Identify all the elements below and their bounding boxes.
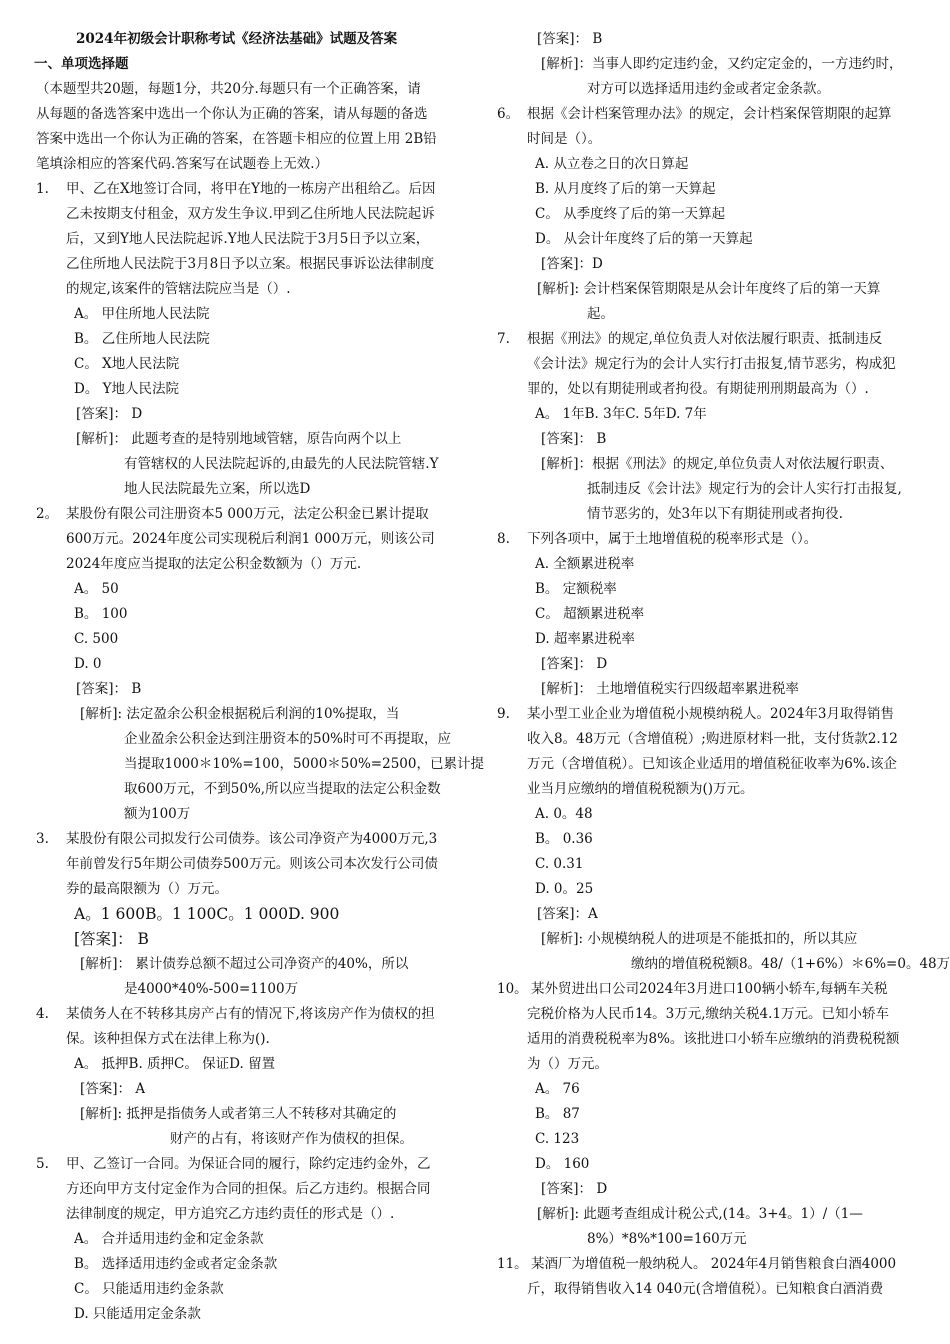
option: C。 从季度终了后的第一天算起 <box>535 206 726 222</box>
analysis-line: [解析]: 抵押是指债务人或者第三人不转移对其确定的 <box>80 1106 397 1122</box>
option: B。 乙住所地人民法院 <box>74 331 210 347</box>
answer-line: [答案]： B <box>537 31 603 47</box>
option: C。 X地人民法院 <box>74 356 180 372</box>
option: C. 123 <box>535 1131 580 1147</box>
analysis-line: [解析]：当事人即约定违约金，又约定定金的，一方违约时， <box>541 56 903 72</box>
analysis-line: 是4000*40%-500=1100万 <box>124 981 299 997</box>
answer-line: [答案]：D <box>541 256 603 272</box>
analysis-line: 取600万元，不到50%,所以应当提取的法定公积金数 <box>124 781 441 797</box>
answer-line: [答案]： D <box>541 656 608 672</box>
question-stem-line: 乙住所地人民法院于3月8日予以立案。根据民事诉讼法律制度 <box>66 256 435 272</box>
question-stem-line: 后，又到Y地人民法院起诉.Y地人民法院于3月5日予以立案， <box>66 231 430 247</box>
answer-line: [答案]： B <box>76 681 142 697</box>
analysis-line: [解析]: 会计档案保管期限是从会计年度终了后的第一天算 <box>537 281 881 297</box>
intro-line: （本题型共20题，每题1分，共20分.每题只有一个正确答案，请 <box>36 81 421 97</box>
option: C。 只能适用违约金条款 <box>74 1281 224 1297</box>
option: A。 50 <box>74 581 119 597</box>
question-stem-line: 斤，取得销售收入14 040元(含增值税）。已知粮食白酒消费 <box>527 1281 884 1297</box>
answer-line: [答案]： B <box>74 930 149 948</box>
option: B。 选择适用违约金或者定金条款 <box>74 1256 278 1272</box>
analysis-line: 对方可以选择适用违约金或者定金条款。 <box>587 81 830 97</box>
question-stem-line: 根据《会计档案管理办法》的规定，会计档案保管期限的起算 <box>527 106 892 122</box>
analysis-line: 缴纳的增值税税额8。48/（1+6%）＊6%=0。48万 <box>631 956 950 972</box>
intro-line: 笔填涂相应的答案代码.答案写在试题卷上无效.） <box>36 156 329 172</box>
option: A。 甲住所地人民法院 <box>74 306 210 322</box>
question-stem-line: 方还向甲方支付定金作为合同的担保。后乙方违约。根据合同 <box>66 1181 431 1197</box>
question-stem-line: 某股份有限公司注册资本5 000万元，法定公积金已累计提取 <box>66 506 429 522</box>
question-number: 4. <box>36 1006 49 1022</box>
answer-line: [答案]： B <box>541 431 607 447</box>
question-stem-line: 罪的，处以有期徒刑或者拘役。有期徒刑刑期最高为（）. <box>527 381 869 397</box>
analysis-line: 企业盈余公积金达到注册资本的50%时可不再提取，应 <box>124 731 452 747</box>
analysis-line: 情节恶劣的，处3年以下有期徒刑或者拘役. <box>587 506 843 522</box>
option: C. 0.31 <box>535 856 584 872</box>
section-heading: 一、单项选择题 <box>34 56 129 72</box>
analysis-line: [解析]: 此题考查组成计税公式,(14。3+4。1）/（1— <box>537 1206 863 1222</box>
option: B。 0.36 <box>535 831 593 847</box>
analysis-line: [解析]： 此题考查的是特别地域管辖，原告向两个以上 <box>76 431 402 447</box>
question-stem-line: 某股份有限公司拟发行公司债券。该公司净资产为4000万元,3 <box>66 831 438 847</box>
analysis-line: [解析]： 土地增值税实行四级超率累进税率 <box>541 681 799 697</box>
question-number: 3. <box>36 831 49 847</box>
option: C。 超额累进税率 <box>535 606 645 622</box>
analysis-line: 财产的占有，将该财产作为债权的担保。 <box>170 1131 413 1147</box>
question-number: 8. <box>497 531 510 547</box>
question-stem-line: 适用的消费税税率为8%。该批进口小轿车应缴纳的消费税税额 <box>527 1031 900 1047</box>
question-number: 2。 <box>36 506 59 522</box>
question-stem-line: 券的最高限额为（）万元。 <box>66 881 228 897</box>
option: D. 0 <box>74 656 102 672</box>
analysis-line: 地人民法院最先立案，所以选D <box>124 481 311 497</box>
question-stem-line: 某债务人在不转移其房产占有的情况下,将该房产作为债权的担 <box>66 1006 435 1022</box>
question-stem-line: 某外贸进出口公司2024年3月进口100辆小轿车,每辆车关税 <box>531 981 888 997</box>
analysis-line: 抵制违反《会计法》规定行为的会计人实行打击报复, <box>587 481 902 497</box>
question-number: 11。 <box>497 1256 528 1272</box>
question-number: 5. <box>36 1156 49 1172</box>
question-number: 6。 <box>497 106 520 122</box>
option: D。 160 <box>535 1156 590 1172</box>
analysis-line: [解析]: 法定盈余公积金根据税后利润的10%提取，当 <box>80 706 400 722</box>
analysis-line: 额为100万 <box>124 806 191 822</box>
question-stem-line: 完税价格为人民币14。3万元,缴纳关税4.1万元。已知小轿车 <box>527 1006 890 1022</box>
question-stem-line: 某小型工业企业为增值税小规模纳税人。2024年3月取得销售 <box>527 706 894 722</box>
analysis-line: [解析]： 累计债券总额不超过公司净资产的40%，所以 <box>80 956 409 972</box>
document-title: 2024年初级会计职称考试《经济法基础》试题及答案 <box>76 31 398 47</box>
question-stem-line: 年前曾发行5年期公司债券500万元。则该公司本次发行公司债 <box>66 856 438 872</box>
option: A。 76 <box>535 1081 580 1097</box>
analysis-line: [解析]: 小规模纳税人的进项是不能抵扣的，所以其应 <box>541 931 858 947</box>
intro-line: 答案中选出一个你认为正确的答案，在答题卡相应的位置上用 2B铅 <box>36 131 437 147</box>
question-stem-line: 万元（含增值税）。已知该企业适用的增值税征收率为6%.该企 <box>527 756 897 772</box>
option: D. 只能适用定金条款 <box>74 1306 201 1322</box>
options-line: A。1 600B。1 100C。1 000D. 900 <box>74 905 340 923</box>
analysis-line: [解析]：根据《刑法》的规定,单位负责人对依法履行职责、 <box>541 456 894 472</box>
question-stem-line: 收入8。48万元（含增值税）;购进原材料一批，支付货款2.12 <box>527 731 898 747</box>
option: A. 全额累进税率 <box>535 556 635 572</box>
question-stem-line: 根据《刑法》的规定,单位负责人对依法履行职责、抵制违反 <box>527 331 883 347</box>
option: B。 定额税率 <box>535 581 617 597</box>
question-stem-line: 甲、乙签订一合同。为保证合同的履行，除约定违约金外，乙 <box>66 1156 431 1172</box>
option: D。 从会计年度终了后的第一天算起 <box>535 231 753 247</box>
answer-line: [答案]：A <box>537 906 598 922</box>
answer-line: [答案]： D <box>541 1181 608 1197</box>
options-line: A。 抵押B. 质押C。 保证D. 留置 <box>74 1056 276 1072</box>
analysis-line: 8%）*8%*100=160万元 <box>587 1231 747 1247</box>
analysis-line: 当提取1000＊10%=100，5000＊50%=2500，已累计提 <box>124 756 484 772</box>
intro-line: 从每题的备选答案中选出一个你认为正确的答案，请从每题的备选 <box>36 106 428 122</box>
question-stem-line: 为（）万元。 <box>527 1056 608 1072</box>
option: B。 87 <box>535 1106 580 1122</box>
option: D. 超率累进税率 <box>535 631 635 647</box>
option: B. 从月度终了后的第一天算起 <box>535 181 716 197</box>
question-stem-line: 保。该种担保方式在法律上称为(). <box>66 1031 270 1047</box>
question-number: 10。 <box>497 981 528 997</box>
option: C. 500 <box>74 631 119 647</box>
options-line: A。 1年B. 3年C. 5年D. 7年 <box>535 406 707 422</box>
option: D。 Y地人民法院 <box>74 381 180 397</box>
question-stem-line: 的规定,该案件的管辖法院应当是（）. <box>66 281 291 297</box>
analysis-line: 有管辖权的人民法院起诉的,由最先的人民法院管辖.Y <box>124 456 439 472</box>
option: A. 0。48 <box>535 806 593 822</box>
question-stem-line: 法律制度的规定，甲方追究乙方违约责任的形式是（）. <box>66 1206 395 1222</box>
question-stem-line: 下列各项中，属于土地增值税的税率形式是（）。 <box>527 531 818 547</box>
question-stem-line: 2024年度应当提取的法定公积金数额为（）万元. <box>66 556 362 572</box>
option: A。 合并适用违约金和定金条款 <box>74 1231 264 1247</box>
question-stem-line: 600万元。2024年度公司实现税后利润1 000万元，则该公司 <box>66 531 435 547</box>
question-number: 1. <box>36 181 49 197</box>
question-stem-line: 某酒厂为增值税一般纳税人。 2024年4月销售粮食白酒4000 <box>531 1256 897 1272</box>
question-number: 7. <box>497 331 510 347</box>
option: B。 100 <box>74 606 128 622</box>
question-stem-line: 业当月应缴纳的增值税税额为()万元。 <box>527 781 754 797</box>
question-number: 9. <box>497 706 510 722</box>
question-stem-line: 时间是（）。 <box>527 131 602 147</box>
option: A. 从立卷之日的次日算起 <box>535 156 689 172</box>
answer-line: [答案]： D <box>76 406 143 422</box>
answer-line: [答案]： A <box>80 1081 146 1097</box>
question-stem-line: 《会计法》规定行为的会计人实行打击报复,情节恶劣，构成犯 <box>527 356 896 372</box>
question-stem-line: 乙未按期支付租金，双方发生争议.甲到乙住所地人民法院起诉 <box>66 206 435 222</box>
question-stem-line: 甲、乙在X地签订合同，将甲在Y地的一栋房产出租给乙。后因 <box>66 181 436 197</box>
analysis-line: 起。 <box>587 306 614 322</box>
option: D. 0。25 <box>535 881 594 897</box>
